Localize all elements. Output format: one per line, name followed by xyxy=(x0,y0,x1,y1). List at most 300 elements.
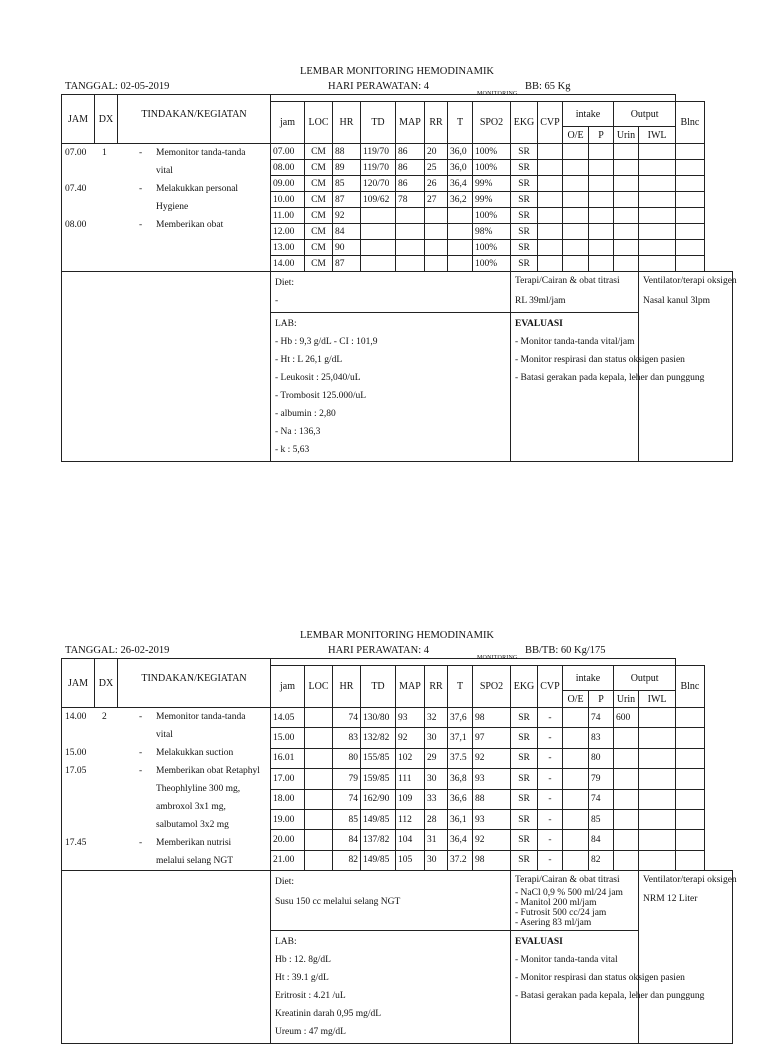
cell-urin xyxy=(614,850,639,870)
cell-oe xyxy=(563,256,589,272)
evaluasi-line: - Monitor respirasi dan status oksigen pasien xyxy=(515,973,685,983)
diet-label: Diet: xyxy=(275,877,294,887)
cell-spo2: 98% xyxy=(473,224,511,240)
cell-cvp: - xyxy=(538,789,563,809)
cell-t: 36,2 xyxy=(448,192,473,208)
cell-rr: 30 xyxy=(425,728,448,748)
col-t-header: T xyxy=(448,666,473,708)
cell-td xyxy=(361,240,396,256)
cell-map: 86 xyxy=(396,176,425,192)
cell-loc xyxy=(305,769,333,789)
cell-iwl xyxy=(639,769,676,789)
cell-p xyxy=(589,176,614,192)
activity-bullet: - xyxy=(139,766,143,776)
cell-map xyxy=(396,208,425,224)
cell-p: 80 xyxy=(589,748,614,768)
cell-ekg: SR xyxy=(511,728,538,748)
cell-loc: CM xyxy=(305,224,333,240)
activity-line xyxy=(62,216,270,234)
lab-line: - Hb : 9,3 g/dL - CI : 101,9 xyxy=(275,337,378,347)
col-blnc-header: Blnc xyxy=(676,666,704,708)
cell-oe xyxy=(563,850,589,870)
sheet-title: LEMBAR MONITORING HEMODINAMIK xyxy=(299,66,495,77)
cell-p xyxy=(589,256,614,272)
col-dx-header: DX xyxy=(95,95,118,144)
terapi-line: - Manitol 200 ml/jam xyxy=(515,898,597,908)
col-td-header: TD xyxy=(361,666,396,708)
cell-td: 130/80 xyxy=(361,708,396,728)
cell-ekg: SR xyxy=(511,224,538,240)
cell-t: 37.2 xyxy=(448,850,473,870)
activity-empty xyxy=(62,871,271,1044)
info-bar xyxy=(61,80,733,97)
col-blnc-header: Blnc xyxy=(676,102,704,144)
cell-td xyxy=(361,256,396,272)
col-intake-header: intake xyxy=(563,102,614,127)
cell-td: 149/85 xyxy=(361,809,396,829)
cell-td: 119/70 xyxy=(361,144,396,160)
evaluasi-line: - Batasi gerakan pada kepala, leher dan punggung xyxy=(515,991,705,1001)
evaluasi-line: - Monitor tanda-tanda vital/jam xyxy=(515,337,635,347)
cell-cvp: - xyxy=(538,809,563,829)
activity-line xyxy=(62,162,270,180)
cell-jam: 07.00 xyxy=(271,144,305,160)
lab-line: - Leukosit : 25,040/uL xyxy=(275,373,361,383)
cell-t xyxy=(448,208,473,224)
cell-urin xyxy=(614,748,639,768)
cell-iwl xyxy=(639,708,676,728)
date-label: TANGGAL: 02-05-2019 xyxy=(65,81,170,92)
cell-t: 37,1 xyxy=(448,728,473,748)
diet-label: Diet: xyxy=(275,278,294,288)
activity-line xyxy=(62,852,270,870)
terapi-box xyxy=(511,871,639,931)
col-hr-header: HR xyxy=(333,666,361,708)
col-dx-header: DX xyxy=(95,659,118,708)
cell-map: 105 xyxy=(396,850,425,870)
col-jam-header: JAM xyxy=(62,659,95,708)
care-day-label: HARI PERAWATAN: 4 xyxy=(328,81,429,92)
terapi-line: RL 39ml/jam xyxy=(515,296,566,306)
activity-time: 17.05 xyxy=(65,766,87,776)
ventilator-value: Nasal kanul 3lpm xyxy=(643,296,711,306)
activity-block xyxy=(62,144,271,272)
cell-map: 111 xyxy=(396,769,425,789)
cell-jam: 12.00 xyxy=(271,224,305,240)
cell-spo2: 93 xyxy=(473,769,511,789)
cell-oe xyxy=(563,224,589,240)
cell-jam: 17.00 xyxy=(271,769,305,789)
cell-urin xyxy=(614,144,639,160)
cell-hr: 92 xyxy=(333,208,361,224)
activity-text: Memberikan nutrisi xyxy=(156,838,232,848)
col-cvp-header: CVP xyxy=(538,102,563,144)
cell-map xyxy=(396,256,425,272)
cell-spo2: 92 xyxy=(473,748,511,768)
cell-cvp: - xyxy=(538,850,563,870)
activity-text: salbutamol 3x2 mg xyxy=(156,820,229,830)
activity-bullet: - xyxy=(139,712,143,722)
cell-iwl xyxy=(639,160,676,176)
cell-rr: 33 xyxy=(425,789,448,809)
cell-jam: 19.00 xyxy=(271,809,305,829)
cell-iwl xyxy=(639,789,676,809)
evaluasi-label: EVALUASI xyxy=(515,937,563,947)
cell-iwl xyxy=(639,224,676,240)
cell-jam: 09.00 xyxy=(271,176,305,192)
cell-ekg: SR xyxy=(511,769,538,789)
cell-t xyxy=(448,240,473,256)
cell-urin xyxy=(614,789,639,809)
cell-spo2: 98 xyxy=(473,708,511,728)
cell-spo2: 98 xyxy=(473,850,511,870)
cell-ekg: SR xyxy=(511,256,538,272)
cell-jam: 16.01 xyxy=(271,748,305,768)
cell-p: 83 xyxy=(589,728,614,748)
cell-cvp xyxy=(538,144,563,160)
lab-label: LAB: xyxy=(275,937,297,947)
cell-t: 37,6 xyxy=(448,708,473,728)
activity-dx: 2 xyxy=(102,712,107,722)
cell-iwl xyxy=(639,728,676,748)
activity-time: 07.00 xyxy=(65,148,87,158)
cell-blnc xyxy=(676,256,704,272)
col-ekg-header: EKG xyxy=(511,666,538,708)
cell-hr: 74 xyxy=(333,708,361,728)
cell-jam: 18.00 xyxy=(271,789,305,809)
cell-hr: 87 xyxy=(333,256,361,272)
cell-map xyxy=(396,240,425,256)
evaluasi-label: EVALUASI xyxy=(515,319,563,329)
lab-line: - k : 5,63 xyxy=(275,445,310,455)
cell-t: 36,0 xyxy=(448,144,473,160)
cell-rr: 28 xyxy=(425,809,448,829)
cell-blnc xyxy=(676,240,704,256)
cell-t: 36,4 xyxy=(448,176,473,192)
monitoring-label: MONITORING xyxy=(477,91,518,97)
ventilator-box xyxy=(639,272,737,462)
col-hr-header: HR xyxy=(333,102,361,144)
cell-td xyxy=(361,208,396,224)
lab-box xyxy=(271,931,511,1044)
activity-time: 08.00 xyxy=(65,220,87,230)
cell-hr: 74 xyxy=(333,789,361,809)
cell-hr: 85 xyxy=(333,176,361,192)
cell-hr: 83 xyxy=(333,728,361,748)
cell-ekg: SR xyxy=(511,208,538,224)
cell-blnc xyxy=(676,830,704,850)
col-iwl-header: IWL xyxy=(639,691,676,708)
cell-rr: 32 xyxy=(425,708,448,728)
cell-td: 162/90 xyxy=(361,789,396,809)
cell-hr: 80 xyxy=(333,748,361,768)
cell-rr: 27 xyxy=(425,192,448,208)
cell-rr: 30 xyxy=(425,769,448,789)
cell-loc: CM xyxy=(305,256,333,272)
ventilator-label: Ventilator/terapi oksigen xyxy=(643,276,737,286)
cell-spo2: 92 xyxy=(473,830,511,850)
cell-urin xyxy=(614,240,639,256)
activity-line xyxy=(62,762,270,780)
activity-line xyxy=(62,744,270,762)
cell-ekg: SR xyxy=(511,240,538,256)
cell-iwl xyxy=(639,240,676,256)
cell-oe xyxy=(563,789,589,809)
cell-urin xyxy=(614,224,639,240)
cell-iwl xyxy=(639,830,676,850)
cell-t: 36,4 xyxy=(448,830,473,850)
cell-map: 112 xyxy=(396,809,425,829)
cell-spo2: 100% xyxy=(473,240,511,256)
monitoring-sheet xyxy=(61,64,737,462)
cell-loc: CM xyxy=(305,160,333,176)
cell-rr xyxy=(425,208,448,224)
cell-td: 149/85 xyxy=(361,850,396,870)
cell-blnc xyxy=(676,748,704,768)
cell-urin xyxy=(614,208,639,224)
body-weight-label: BB/TB: 60 Kg/175 xyxy=(525,645,606,656)
cell-urin xyxy=(614,256,639,272)
cell-cvp: - xyxy=(538,830,563,850)
cell-rr xyxy=(425,240,448,256)
cell-t: 36,0 xyxy=(448,160,473,176)
activity-text: vital xyxy=(156,166,173,176)
cell-blnc xyxy=(676,224,704,240)
terapi-box xyxy=(511,272,639,313)
monitoring-label: MONITORING xyxy=(477,655,518,661)
cell-oe xyxy=(563,830,589,850)
cell-map: 109 xyxy=(396,789,425,809)
activity-bullet: - xyxy=(139,748,143,758)
cell-blnc xyxy=(676,144,704,160)
cell-t: 36,8 xyxy=(448,769,473,789)
cell-ekg: SR xyxy=(511,748,538,768)
col-tindakan-header: TINDAKAN/KEGIATAN xyxy=(118,659,271,708)
cell-ekg: SR xyxy=(511,789,538,809)
monitoring-span xyxy=(271,95,676,102)
cell-jam: 21.00 xyxy=(271,850,305,870)
activity-line xyxy=(62,816,270,834)
evaluasi-box xyxy=(511,313,705,462)
cell-blnc xyxy=(676,192,704,208)
cell-iwl xyxy=(639,809,676,829)
lab-line: - Na : 136,3 xyxy=(275,427,321,437)
cell-p xyxy=(589,192,614,208)
cell-rr xyxy=(425,256,448,272)
cell-td: 109/62 xyxy=(361,192,396,208)
cell-oe xyxy=(563,809,589,829)
cell-hr: 82 xyxy=(333,850,361,870)
cell-hr: 88 xyxy=(333,144,361,160)
cell-spo2: 97 xyxy=(473,728,511,748)
terapi-label: Terapi/Cairan & obat titrasi xyxy=(515,875,620,885)
cell-p xyxy=(589,240,614,256)
activity-text: Melakukkan suction xyxy=(156,748,234,758)
cell-jam: 10.00 xyxy=(271,192,305,208)
cell-loc: CM xyxy=(305,192,333,208)
evaluasi-line: - Batasi gerakan pada kepala, leher dan punggung xyxy=(515,373,705,383)
monitoring-span xyxy=(271,659,676,666)
lab-line: - Ht : L 26,1 g/dL xyxy=(275,355,343,365)
cell-oe xyxy=(563,708,589,728)
ventilator-box xyxy=(639,871,737,1044)
lab-line: Eritrosit : 4.21 /uL xyxy=(275,991,346,1001)
col-cvp-header: CVP xyxy=(538,666,563,708)
care-day-label: HARI PERAWATAN: 4 xyxy=(328,645,429,656)
cell-map: 93 xyxy=(396,708,425,728)
cell-td: 137/82 xyxy=(361,830,396,850)
cell-p: 74 xyxy=(589,708,614,728)
cell-iwl xyxy=(639,256,676,272)
table-row xyxy=(62,708,733,728)
cell-spo2: 88 xyxy=(473,789,511,809)
terapi-line: - NaCl 0,9 % 500 ml/24 jam xyxy=(515,888,623,898)
cell-oe xyxy=(563,144,589,160)
cell-map: 86 xyxy=(396,160,425,176)
activity-bullet: - xyxy=(139,220,143,230)
cell-oe xyxy=(563,192,589,208)
cell-cvp xyxy=(538,256,563,272)
cell-td: 159/85 xyxy=(361,769,396,789)
diet-value: Susu 150 cc melalui selang NGT xyxy=(275,897,401,907)
cell-blnc xyxy=(676,208,704,224)
col-loc-header: LOC xyxy=(305,102,333,144)
lab-line: Ht : 39.1 g/dL xyxy=(275,973,329,983)
cell-ekg: SR xyxy=(511,830,538,850)
cell-ekg: SR xyxy=(511,809,538,829)
col-rr-header: RR xyxy=(425,666,448,708)
cell-urin: 600 xyxy=(614,708,639,728)
cell-iwl xyxy=(639,748,676,768)
cell-p: 74 xyxy=(589,789,614,809)
activity-line xyxy=(62,780,270,798)
cell-map: 104 xyxy=(396,830,425,850)
cell-urin xyxy=(614,192,639,208)
col-map-header: MAP xyxy=(396,102,425,144)
evaluasi-line: - Monitor respirasi dan status oksigen pasien xyxy=(515,355,685,365)
cell-p: 79 xyxy=(589,769,614,789)
ventilator-label: Ventilator/terapi oksigen xyxy=(643,875,737,885)
cell-hr: 90 xyxy=(333,240,361,256)
col-p-header: P xyxy=(589,127,614,144)
cell-urin xyxy=(614,160,639,176)
activity-empty xyxy=(62,272,271,462)
terapi-line: - Asering 83 ml/jam xyxy=(515,918,592,928)
cell-oe xyxy=(563,748,589,768)
cell-loc xyxy=(305,789,333,809)
cell-rr: 25 xyxy=(425,160,448,176)
col-spo2-header: SPO2 xyxy=(473,102,511,144)
col-t-header: T xyxy=(448,102,473,144)
cell-spo2: 99% xyxy=(473,192,511,208)
col-mjam-header: jam xyxy=(271,102,305,144)
cell-rr xyxy=(425,224,448,240)
cell-spo2: 93 xyxy=(473,809,511,829)
cell-loc: CM xyxy=(305,176,333,192)
activity-text: ambroxol 3x1 mg, xyxy=(156,802,226,812)
cell-map: 86 xyxy=(396,144,425,160)
cell-td: 119/70 xyxy=(361,160,396,176)
cell-t: 36,6 xyxy=(448,789,473,809)
cell-ekg: SR xyxy=(511,708,538,728)
cell-cvp xyxy=(538,240,563,256)
activity-time: 14.00 xyxy=(65,712,87,722)
cell-loc xyxy=(305,728,333,748)
cell-loc: CM xyxy=(305,144,333,160)
cell-spo2: 100% xyxy=(473,208,511,224)
col-ekg-header: EKG xyxy=(511,102,538,144)
activity-text: Theophlyline 300 mg, xyxy=(156,784,241,794)
cell-urin xyxy=(614,830,639,850)
cell-blnc xyxy=(676,160,704,176)
terapi-line: - Futrosit 500 cc/24 jam xyxy=(515,908,607,918)
activity-line xyxy=(62,708,270,726)
cell-p: 85 xyxy=(589,809,614,829)
monitoring-table xyxy=(61,658,737,1044)
activity-line xyxy=(62,798,270,816)
activity-time: 07.40 xyxy=(65,184,87,194)
cell-p: 84 xyxy=(589,830,614,850)
activity-text: Hygiene xyxy=(156,202,189,212)
cell-rr: 26 xyxy=(425,176,448,192)
cell-p xyxy=(589,144,614,160)
cell-iwl xyxy=(639,208,676,224)
cell-jam: 14.00 xyxy=(271,256,305,272)
col-intake-header: intake xyxy=(563,666,614,691)
cell-p xyxy=(589,160,614,176)
cell-urin xyxy=(614,769,639,789)
cell-oe xyxy=(563,728,589,748)
body-weight-label: BB: 65 Kg xyxy=(525,81,571,92)
cell-td xyxy=(361,224,396,240)
activity-bullet: - xyxy=(139,838,143,848)
ventilator-value: NRM 12 Liter xyxy=(643,894,698,904)
cell-jam: 14.05 xyxy=(271,708,305,728)
cell-t: 36,1 xyxy=(448,809,473,829)
lab-line: Kreatinin darah 0,95 mg/dL xyxy=(275,1009,382,1019)
cell-iwl xyxy=(639,850,676,870)
col-spo2-header: SPO2 xyxy=(473,666,511,708)
col-tindakan-header: TINDAKAN/KEGIATAN xyxy=(118,95,271,144)
activity-dx: 1 xyxy=(102,148,107,158)
cell-jam: 20.00 xyxy=(271,830,305,850)
evaluasi-box xyxy=(511,931,705,1044)
col-output-header: Output xyxy=(614,102,676,127)
activity-text: melalui selang NGT xyxy=(156,856,234,866)
diet-box xyxy=(271,272,511,313)
cell-jam: 15.00 xyxy=(271,728,305,748)
col-rr-header: RR xyxy=(425,102,448,144)
activity-block xyxy=(62,708,271,871)
cell-cvp: - xyxy=(538,708,563,728)
cell-cvp xyxy=(538,224,563,240)
cell-cvp: - xyxy=(538,728,563,748)
cell-spo2: 100% xyxy=(473,144,511,160)
cell-spo2: 99% xyxy=(473,176,511,192)
cell-hr: 87 xyxy=(333,192,361,208)
activity-text: Memberikan obat xyxy=(156,220,224,230)
lab-box xyxy=(271,313,511,462)
cell-spo2: 100% xyxy=(473,256,511,272)
cell-loc xyxy=(305,830,333,850)
cell-spo2: 100% xyxy=(473,160,511,176)
activity-bullet: - xyxy=(139,184,143,194)
col-loc-header: LOC xyxy=(305,666,333,708)
col-p-header: P xyxy=(589,691,614,708)
cell-ekg: SR xyxy=(511,160,538,176)
cell-td: 120/70 xyxy=(361,176,396,192)
lab-line: - Trombosit 125.000/uL xyxy=(275,391,367,401)
